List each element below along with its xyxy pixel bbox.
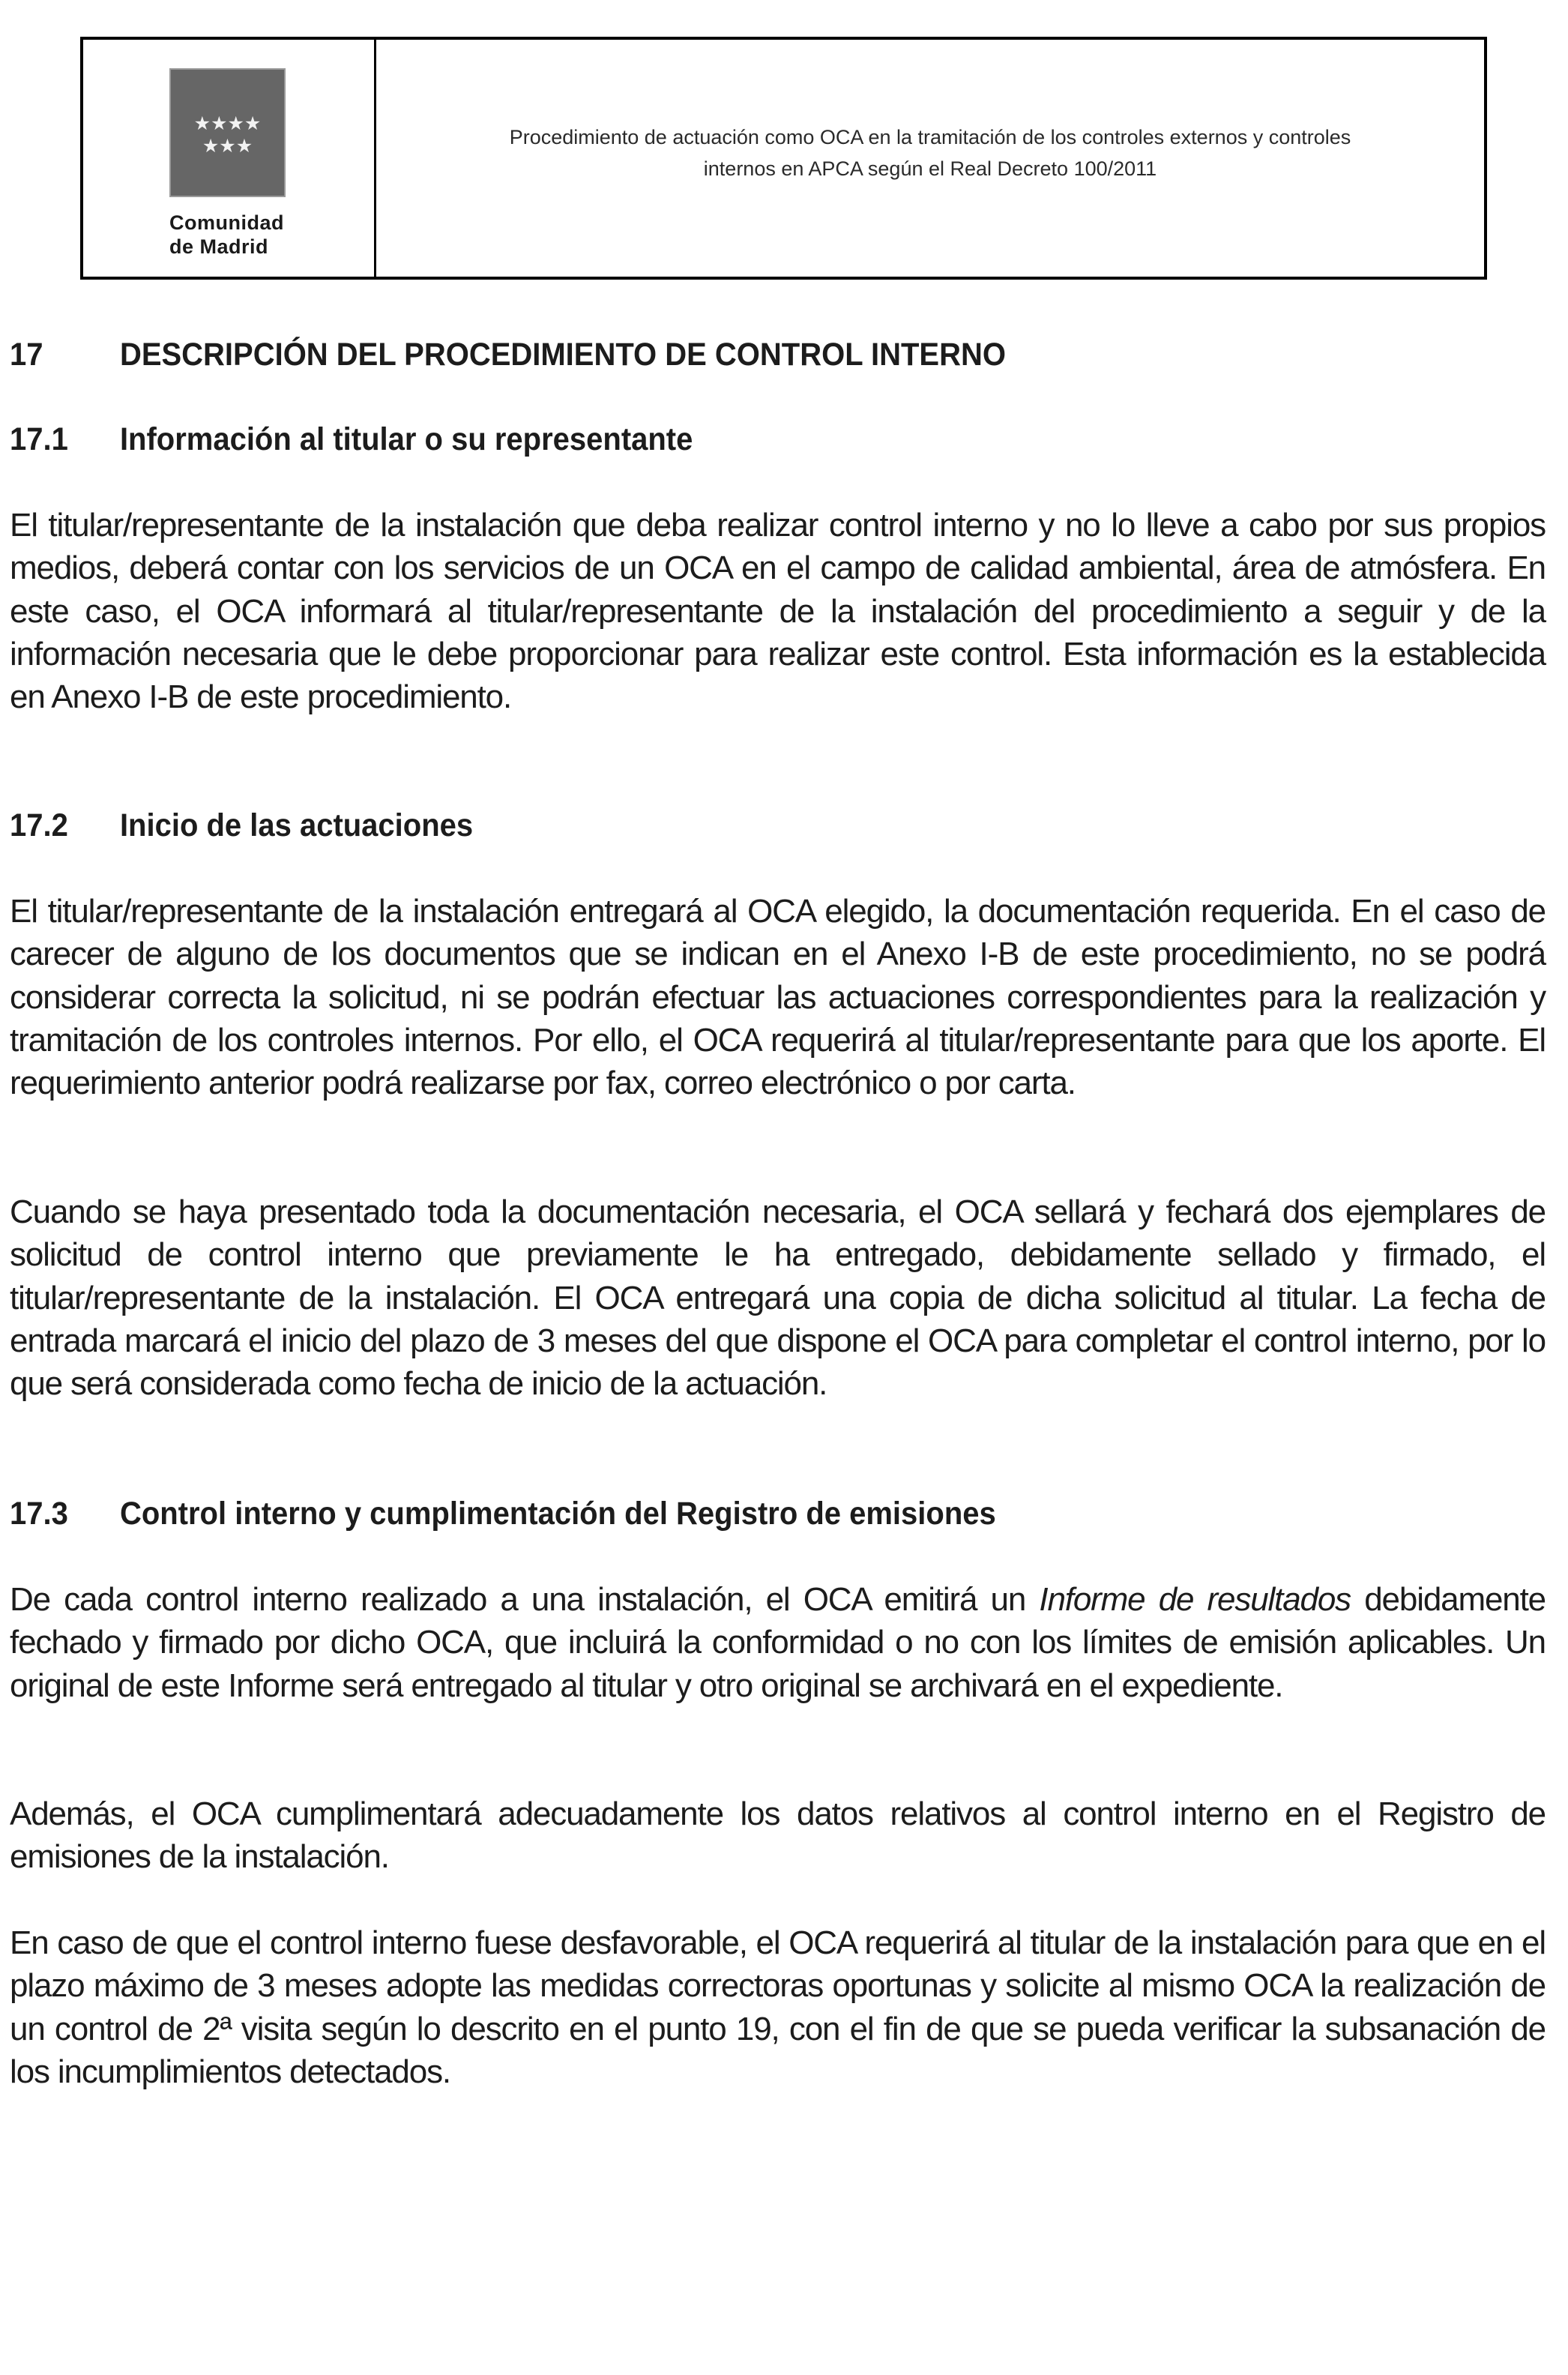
paragraph: En caso de que el control interno fuese desfavorable, el OCA requerirá al titular de la instalación para que en el plazo máximo de 3 meses adopte las medidas correctoras oportunas y solicite al mismo OCA la realización de un control de 2ª visita según lo descrito en el punto 19, con el fin de que se pueda verificar la subsanación de los incumplimientos detectados.: [10, 1924, 1546, 2090]
paragraph-text: De cada control interno realizado a una instalación, el OCA emitirá un: [10, 1581, 1040, 1618]
header-logo-cell: [83, 40, 376, 277]
section-number: 17: [10, 337, 43, 373]
paragraph: [10, 1578, 1546, 1707]
paragraph: El titular/representante de la instalación que deba realizar control interno y no lo lleve a cabo por sus propios medios, deberá contar con los servicios de un OCA en el campo de calidad ambiental, área de atmósfera. En este caso, el OCA informará al titular/representante de la instalación del procedimiento a seguir y de la información necesaria que le debe proporcionar para realizar este control. Esta información es la establecida en Anexo I-B de este procedimiento.: [10, 507, 1546, 716]
section-number: 17.3: [10, 1496, 68, 1532]
section-heading-17: [10, 336, 1006, 373]
section-number: 17.2: [10, 807, 68, 843]
comunidad-de-madrid-flag-icon: [169, 68, 286, 197]
stars-icon: ★★★★: [193, 112, 262, 134]
section-title: Información al titular o su representante: [119, 421, 693, 457]
comunidad-de-madrid-logo: [169, 68, 287, 259]
logo-text: [169, 211, 287, 259]
section-number: 17.1: [10, 421, 68, 457]
section-heading-17-1: [10, 421, 693, 458]
paragraph-text: debidamente fechado y firmado por dicho OCA, que incluirá la conformidad o no con los límites de emisión aplicables. Un original de este Informe será entregado al titular y otro original se archivará en el expediente.: [10, 1581, 1546, 1704]
section-heading-17-2: [10, 807, 473, 844]
logo-text-line1: Comunidad: [169, 211, 284, 234]
document-title-line2: internos en APCA según el Real Decreto 100/2011: [703, 157, 1157, 180]
section-heading-17-3: [10, 1495, 996, 1532]
paragraph: Cuando se haya presentado toda la documentación necesaria, el OCA sellará y fechará dos ejemplares de solicitud de control interno que previamente le ha entregado, debidamente sellado y firmado, el titular/representante de la instalación. El OCA entregará una copia de dicha solicitud al titular. La fecha de entrada marcará el inicio del plazo de 3 meses del que dispone el OCA para completar el control interno, por lo que será considerada como fecha de inicio de la actuación.: [10, 1193, 1546, 1403]
stars-icon: ★★★: [202, 135, 253, 157]
document-reference-italic: Informe de resultados: [1039, 1581, 1351, 1618]
header-title-cell: [376, 40, 1484, 277]
section-title: Inicio de las actuaciones: [119, 807, 474, 843]
document-title-line1: Procedimiento de actuación como OCA en la tramitación de los controles externos y controles: [509, 126, 1351, 148]
section-title: Control interno y cumplimentación del Registro de emisiones: [119, 1496, 996, 1532]
document-header: [80, 37, 1487, 280]
section-title: DESCRIPCIÓN DEL PROCEDIMIENTO DE CONTROL INTERNO: [119, 337, 1006, 373]
document-title: [510, 121, 1351, 184]
logo-text-line2: de Madrid: [169, 235, 269, 258]
paragraph: Además, el OCA cumplimentará adecuadamente los datos relativos al control interno en el Registro de emisiones de la instalación.: [10, 1795, 1546, 1876]
paragraph: El titular/representante de la instalación entregará al OCA elegido, la documentación requerida. En el caso de carecer de alguno de los documentos que se indican en el Anexo I-B de este procedimiento, no se podrá considerar correcta la solicitud, ni se podrán efectuar las actuaciones correspondientes para la realización y tramitación de los controles internos. Por ello, el OCA requerirá al titular/representante para que los aporte. El requerimiento anterior podrá realizarse por fax, correo electrónico o por carta.: [10, 893, 1546, 1102]
